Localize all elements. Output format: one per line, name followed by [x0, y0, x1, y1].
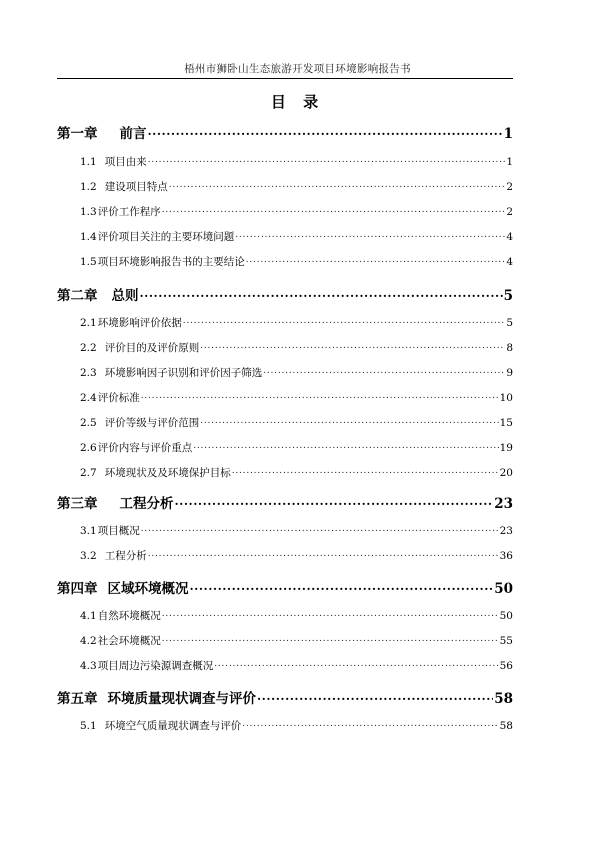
- section-number: 3.1: [80, 525, 97, 537]
- dot-leader: [214, 659, 498, 670]
- dot-leader: [183, 316, 506, 327]
- toc-chapter-5[interactable]: [57, 687, 513, 707]
- chapter-number: 第一章: [57, 126, 98, 142]
- dot-leader: [141, 524, 499, 535]
- dot-leader: [175, 495, 494, 509]
- page-number: 8: [506, 342, 513, 354]
- page-number: 58: [494, 691, 513, 707]
- toc-section-4-2[interactable]: [80, 633, 513, 648]
- page-number: 4: [506, 256, 513, 268]
- dot-leader: [193, 441, 498, 452]
- section-title: 评价内容与评价重点: [97, 442, 193, 454]
- page-number: 58: [499, 720, 513, 732]
- page-number: 9: [506, 367, 513, 379]
- section-title: 环境影响评价依据: [97, 317, 182, 329]
- section-number: 3.2: [80, 550, 97, 562]
- chapter-title: 前言: [119, 126, 147, 142]
- section-number: 1.3: [80, 206, 97, 218]
- dot-leader: [200, 341, 505, 352]
- section-title: 建设项目特点: [104, 181, 168, 193]
- dot-leader: [242, 719, 498, 730]
- dot-leader: [162, 609, 499, 620]
- chapter-title: 环境质量现状调查与评价: [107, 691, 256, 707]
- dot-leader: [257, 690, 493, 704]
- page-number: 23: [499, 525, 513, 537]
- chapter-number: 第五章: [57, 691, 98, 707]
- chapter-number: 第四章: [57, 581, 98, 597]
- page-number: 10: [499, 392, 513, 404]
- dot-leader: [148, 549, 499, 560]
- page-number: 5: [506, 317, 513, 329]
- toc-section-1-1[interactable]: [80, 154, 513, 169]
- section-number: 2.7: [80, 467, 97, 479]
- toc-chapter-1[interactable]: [57, 122, 513, 142]
- toc-chapter-4[interactable]: [57, 577, 513, 597]
- section-number: 2.6: [80, 442, 97, 454]
- dot-leader: [162, 634, 499, 645]
- page-number: 55: [499, 635, 513, 647]
- chapter-number: 第二章: [57, 288, 98, 304]
- toc-section-2-7[interactable]: [80, 465, 513, 480]
- section-number: 2.5: [80, 417, 97, 429]
- section-number: 1.5: [80, 256, 97, 268]
- section-title: 项目周边污染源调查概况: [97, 660, 214, 672]
- toc-section-4-1[interactable]: [80, 608, 513, 623]
- section-title: 自然环境概况: [97, 610, 161, 622]
- section-title: 环境现状及及环境保护目标: [104, 467, 231, 479]
- dot-leader: [232, 466, 499, 477]
- section-title: 环境空气质量现状调查与评价: [104, 720, 242, 732]
- toc-section-2-2[interactable]: [80, 340, 513, 355]
- section-number: 1.1: [80, 156, 97, 168]
- toc-section-2-3[interactable]: [80, 365, 513, 380]
- page-number: 19: [499, 442, 513, 454]
- dot-leader: [148, 125, 503, 139]
- section-number: 2.2: [80, 342, 97, 354]
- chapter-title: 总则: [111, 288, 139, 304]
- toc-section-3-2[interactable]: [80, 548, 513, 563]
- section-number: 4.1: [80, 610, 97, 622]
- section-number: 2.3: [80, 367, 97, 379]
- toc-chapter-2[interactable]: [57, 284, 513, 304]
- section-title: 项目概况: [97, 525, 140, 537]
- section-number: 1.4: [80, 231, 97, 243]
- section-title: 工程分析: [104, 550, 147, 562]
- section-number: 4.2: [80, 635, 97, 647]
- toc-section-3-1[interactable]: [80, 523, 513, 538]
- dot-leader: [148, 155, 506, 166]
- toc-chapter-3[interactable]: [57, 492, 513, 512]
- dot-leader: [169, 180, 506, 191]
- page-number: 50: [494, 581, 513, 597]
- section-title: 项目由来: [104, 156, 147, 168]
- toc-title: 目 录: [270, 93, 325, 111]
- page-number: 5: [503, 288, 513, 304]
- section-number: 1.2: [80, 181, 97, 193]
- running-header: 梧州市狮卧山生态旅游开发项目环境影响报告书: [184, 63, 411, 75]
- section-title: 评价工作程序: [97, 206, 161, 218]
- page-number: 15: [499, 417, 513, 429]
- toc-section-1-3[interactable]: [80, 204, 513, 219]
- dot-leader: [190, 580, 494, 594]
- dot-leader: [200, 416, 498, 427]
- page-number: 20: [499, 467, 513, 479]
- dot-leader: [246, 255, 506, 266]
- toc-section-5-1[interactable]: [80, 718, 513, 733]
- section-number: 4.3: [80, 660, 97, 672]
- section-number: 2.1: [80, 317, 97, 329]
- toc-section-2-1[interactable]: [80, 315, 513, 330]
- toc-section-2-6[interactable]: [80, 440, 513, 455]
- section-title: 评价项目关注的主要环境问题: [97, 231, 235, 243]
- page-number: 2: [506, 181, 513, 193]
- toc-section-1-2[interactable]: [80, 179, 513, 194]
- section-number: 2.4: [80, 392, 97, 404]
- section-title: 项目环境影响报告书的主要结论: [97, 256, 245, 268]
- section-number: 5.1: [80, 720, 97, 732]
- section-title: 评价标准: [97, 392, 140, 404]
- chapter-title: 区域环境概况: [107, 581, 189, 597]
- dot-leader: [141, 391, 499, 402]
- chapter-title: 工程分析: [119, 496, 174, 512]
- page-number: 23: [494, 496, 513, 512]
- dot-leader: [263, 366, 505, 377]
- page-number: 2: [506, 206, 513, 218]
- page-number: 56: [499, 660, 513, 672]
- section-title: 评价目的及评价原则: [104, 342, 200, 354]
- toc-section-1-4[interactable]: [80, 229, 513, 244]
- toc-section-4-3[interactable]: [80, 658, 513, 673]
- page-number: 1: [506, 156, 513, 168]
- page-number: 1: [503, 126, 513, 142]
- header-rule: [57, 78, 513, 79]
- toc-section-2-5[interactable]: [80, 415, 513, 430]
- page-number: 50: [499, 610, 513, 622]
- dot-leader: [162, 205, 506, 216]
- section-title: 社会环境概况: [97, 635, 161, 647]
- page-number: 36: [499, 550, 513, 562]
- page-number: 4: [506, 231, 513, 243]
- toc-section-1-5[interactable]: [80, 254, 513, 269]
- dot-leader: [235, 230, 505, 241]
- dot-leader: [140, 287, 503, 301]
- toc-section-2-4[interactable]: [80, 390, 513, 405]
- chapter-number: 第三章: [57, 496, 98, 512]
- section-title: 评价等级与评价范围: [104, 417, 200, 429]
- section-title: 环境影响因子识别和评价因子筛选: [104, 367, 263, 379]
